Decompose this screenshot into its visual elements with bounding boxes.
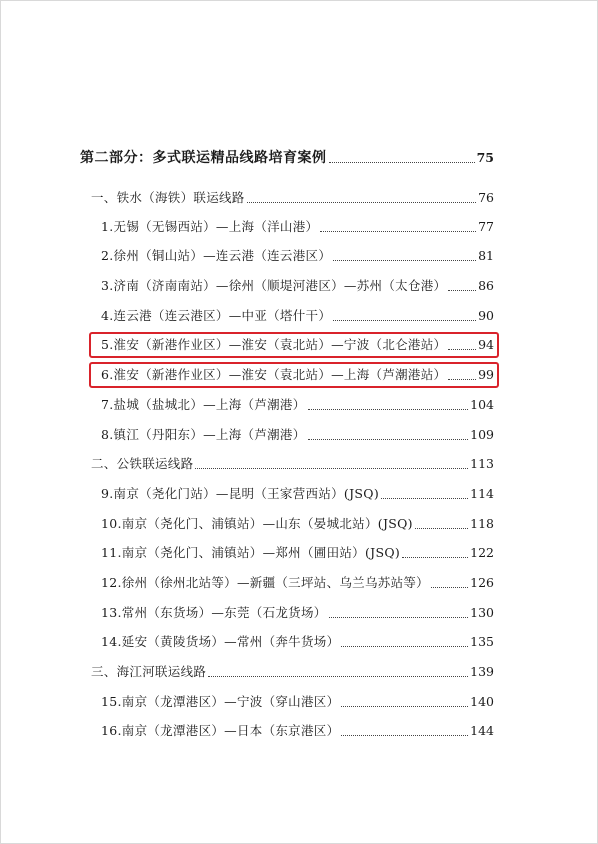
toc-page-number: 130 <box>470 605 494 620</box>
toc-entry[interactable] <box>101 516 494 532</box>
toc-page-number: 76 <box>478 190 494 205</box>
toc-leader-dots <box>402 556 468 558</box>
toc-page-number: 104 <box>470 397 494 412</box>
toc-page-number: 144 <box>470 723 494 738</box>
toc-leader-dots <box>329 161 475 163</box>
toc-entry-text: 8.镇江（丹阳东）—上海（芦潮港） <box>101 427 306 442</box>
toc-leader-dots <box>448 348 476 350</box>
toc-leader-dots <box>341 734 468 736</box>
toc-part-heading[interactable] <box>80 150 494 166</box>
toc-leader-dots <box>308 438 469 440</box>
toc-leader-dots <box>208 675 468 677</box>
toc-leader-dots <box>329 616 469 618</box>
toc-entry[interactable] <box>101 723 494 739</box>
toc-entry-text: 二、公铁联运线路 <box>91 456 194 471</box>
toc-entry-text: 12.徐州（徐州北站等）—新疆（三坪站、乌兰乌苏站等） <box>101 575 429 590</box>
toc-entry[interactable] <box>101 545 494 561</box>
toc-leader-dots <box>333 319 476 321</box>
toc-page-number: 139 <box>470 664 494 679</box>
toc-page-number: 109 <box>470 427 494 442</box>
toc-page-number: 86 <box>478 278 494 293</box>
toc-page-number: 135 <box>470 634 494 649</box>
toc-page-number: 126 <box>470 575 494 590</box>
toc-entry-text: 3.济南（济南南站）—徐州（顺堤河港区）—苏州（太仓港） <box>101 278 447 293</box>
toc-leader-dots <box>448 378 476 380</box>
toc-page-number: 118 <box>470 516 494 531</box>
toc-section-heading[interactable] <box>91 190 494 206</box>
toc-entry-text: 9.南京（尧化门站）—昆明（王家营西站）(JSQ) <box>101 486 380 501</box>
toc-section-heading[interactable] <box>91 456 494 472</box>
toc-entry[interactable] <box>101 486 494 502</box>
toc-leader-dots <box>308 408 469 410</box>
toc-page-number: 94 <box>478 337 494 352</box>
toc-page-number: 75 <box>476 150 494 165</box>
toc-leader-dots <box>381 497 468 499</box>
toc-entry-highlighted[interactable] <box>101 337 494 353</box>
toc-entry-text: 10.南京（尧化门、浦镇站）—山东（晏城北站）(JSQ) <box>101 516 413 531</box>
toc-page-number: 140 <box>470 694 494 709</box>
toc-entry-text: 1.无锡（无锡西站）—上海（洋山港） <box>101 219 319 234</box>
toc-entry[interactable] <box>101 248 494 264</box>
toc-entry[interactable] <box>101 278 494 294</box>
toc-entry-text: 16.南京（龙潭港区）—日本（东京港区） <box>101 723 340 738</box>
toc-entry-text: 第二部分：多式联运精品线路培育案例 <box>80 150 327 166</box>
toc-entry-text: 14.延安（黄陵货场）—常州（奔牛货场） <box>101 634 340 649</box>
toc-entry[interactable] <box>101 694 494 710</box>
toc-leader-dots <box>195 467 468 469</box>
toc-leader-dots <box>333 259 476 261</box>
toc-entry-text: 一、铁水（海铁）联运线路 <box>91 190 245 205</box>
toc-page-number: 114 <box>470 486 494 501</box>
toc-leader-dots <box>341 645 468 647</box>
toc-entry[interactable] <box>101 308 494 324</box>
toc-entry-text: 三、海江河联运线路 <box>91 664 207 679</box>
toc-entry[interactable] <box>101 634 494 650</box>
toc-entry-text: 11.南京（尧化门、浦镇站）—郑州（圃田站）(JSQ) <box>101 545 401 560</box>
toc-entry-text: 5.淮安（新港作业区）—淮安（袁北站）—宁波（北仑港站） <box>101 337 447 352</box>
toc-page-number: 77 <box>478 219 494 234</box>
toc-page-number: 113 <box>470 456 494 471</box>
toc-entry[interactable] <box>101 605 494 621</box>
toc-leader-dots <box>341 705 468 707</box>
toc-page-number: 122 <box>470 545 494 560</box>
toc-entry-text: 13.常州（东货场）—东莞（石龙货场） <box>101 605 327 620</box>
toc-entry[interactable] <box>101 219 494 235</box>
toc-entry[interactable] <box>101 397 494 413</box>
toc-entry-highlighted[interactable] <box>101 367 494 383</box>
toc-entry[interactable] <box>101 427 494 443</box>
toc-leader-dots <box>431 586 468 588</box>
toc-entry-text: 4.连云港（连云港区）—中亚（塔什干） <box>101 308 332 323</box>
toc-entry[interactable] <box>101 575 494 591</box>
toc-section-heading[interactable] <box>91 664 494 680</box>
toc-page-number: 90 <box>478 308 494 323</box>
toc-entry-text: 2.徐州（铜山站）—连云港（连云港区） <box>101 248 332 263</box>
toc-entry-text: 15.南京（龙潭港区）—宁波（穿山港区） <box>101 694 340 709</box>
toc-page-number: 99 <box>478 367 494 382</box>
toc-leader-dots <box>320 230 476 232</box>
toc-page-number: 81 <box>478 248 494 263</box>
toc-leader-dots <box>448 289 476 291</box>
toc-leader-dots <box>247 201 476 203</box>
toc-leader-dots <box>415 527 468 529</box>
toc-entry-text: 6.淮安（新港作业区）—淮安（袁北站）—上海（芦潮港站） <box>101 367 447 382</box>
toc-entry-text: 7.盐城（盐城北）—上海（芦潮港） <box>101 397 306 412</box>
